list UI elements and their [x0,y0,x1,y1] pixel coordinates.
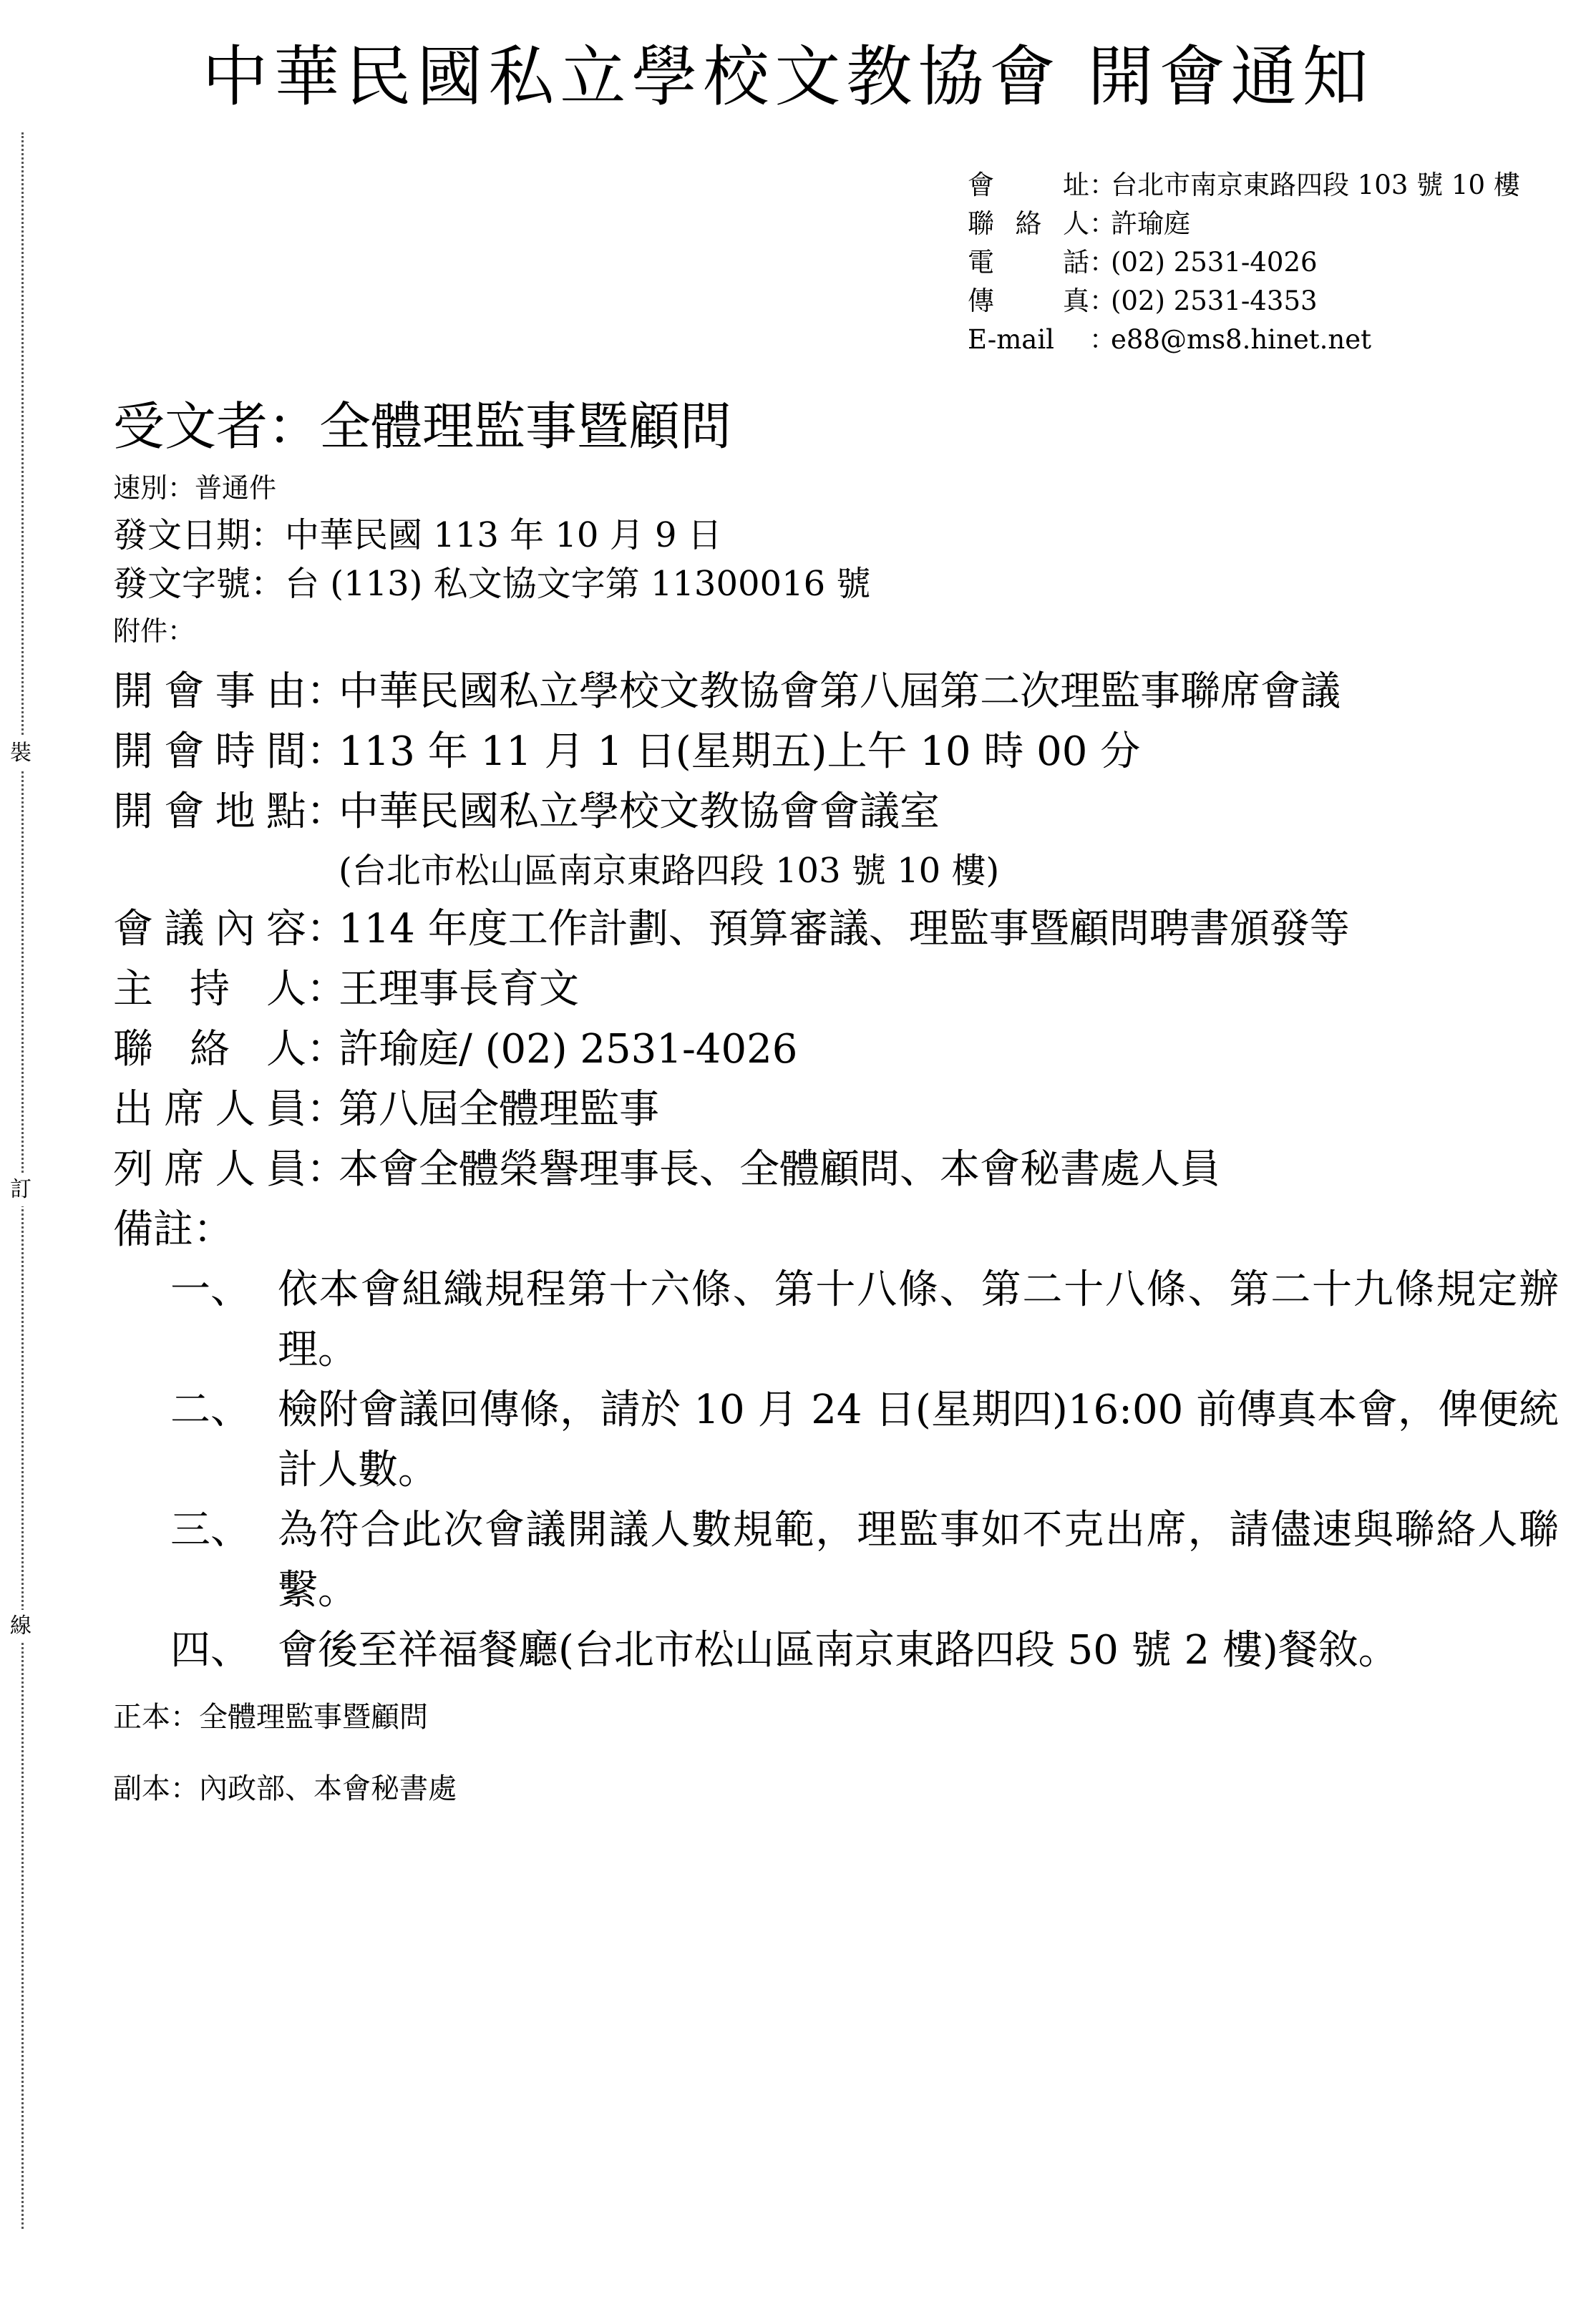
meeting-content: 會議內容 ： 114 年度工作計劃、預算審議、理監事暨顧問聘書頒發等 [113,906,1350,952]
meeting-attendees: 出席人員 ： 第八屆全體理監事 [113,1086,659,1133]
meeting-time: 開會時間 ： 113 年 11 月 1 日(星期五)上午 10 時 00 分 [113,728,1141,775]
document-meta [113,465,870,654]
contact-address: 會 址 ： 台北市南京東路四段 103 號 10 樓 [968,170,1520,200]
contact-block [968,166,1520,359]
recipient: 受文者：全體理監事暨顧問 [113,396,732,456]
contact-fax: 傳 真 ： (02) 2531-4353 [968,285,1318,316]
meeting-host: 主 持 人 ： 王理事長育文 [113,966,579,1012]
note-item: 四、 會後至祥福餐廳(台北市松山區南京東路四段 50 號 2 樓)餐敘。 [170,1627,1399,1674]
binding-mark-zhuang: 裝 [10,737,31,770]
meeting-place: 開會地點 ： 中華民國私立學校文教協會會議室 [113,788,940,835]
contact-phone: 電 話 ： (02) 2531-4026 [968,247,1318,278]
document-title: 中華民國私立學校文教協會 開會通知 [202,39,1374,115]
attachment: 附件： [113,615,195,647]
meeting-place-address: (台北市松山區南京東路四段 103 號 10 樓) [339,851,1000,891]
binding-mark-ding: 訂 [10,1173,31,1206]
note-item: 一、 依本會組織規程第十六條、第十八條、第二十八條、第二十九條規定辦理。 [170,1266,1559,1373]
document-number: 發文字號：台 (113) 私文協文字第 11300016 號 [113,564,871,604]
distribution-original: 正本：全體理監事暨顧問 [113,1701,428,1734]
note-item: 二、 檢附會議回傳條，請於 10 月 24 日(星期四)16:00 前傳真本會，俾便統計人數。 [170,1387,1559,1493]
issue-date: 發文日期：中華民國 113 年 10 月 9 日 [113,515,722,555]
meeting-contact: 聯 絡 人 ： 許瑜庭/ (02) 2531-4026 [113,1026,798,1073]
distribution-copy: 副本：內政部、本會秘書處 [113,1772,457,1805]
binding-mark-xian: 線 [10,1610,31,1643]
contact-person: 聯 絡 人 ： 許瑜庭 [968,208,1190,239]
note-item: 三、 為符合此次會議開議人數規範，理監事如不克出席，請儘速與聯絡人聯繫。 [170,1507,1559,1613]
notes-heading: 備註： [113,1206,233,1253]
meeting-observers: 列席人員 ： 本會全體榮譽理事長、全體顧問、本會秘書處人員 [113,1146,1220,1193]
distribution [113,1681,457,1825]
meeting-reason: 開會事由 ： 中華民國私立學校文教協會第八屆第二次理監事聯席會議 [113,668,1341,715]
contact-email: E-mail ： e88@ms8.hinet.net [968,324,1371,355]
speed-class: 速別：普通件 [113,472,277,504]
meeting-details [113,662,1559,1681]
